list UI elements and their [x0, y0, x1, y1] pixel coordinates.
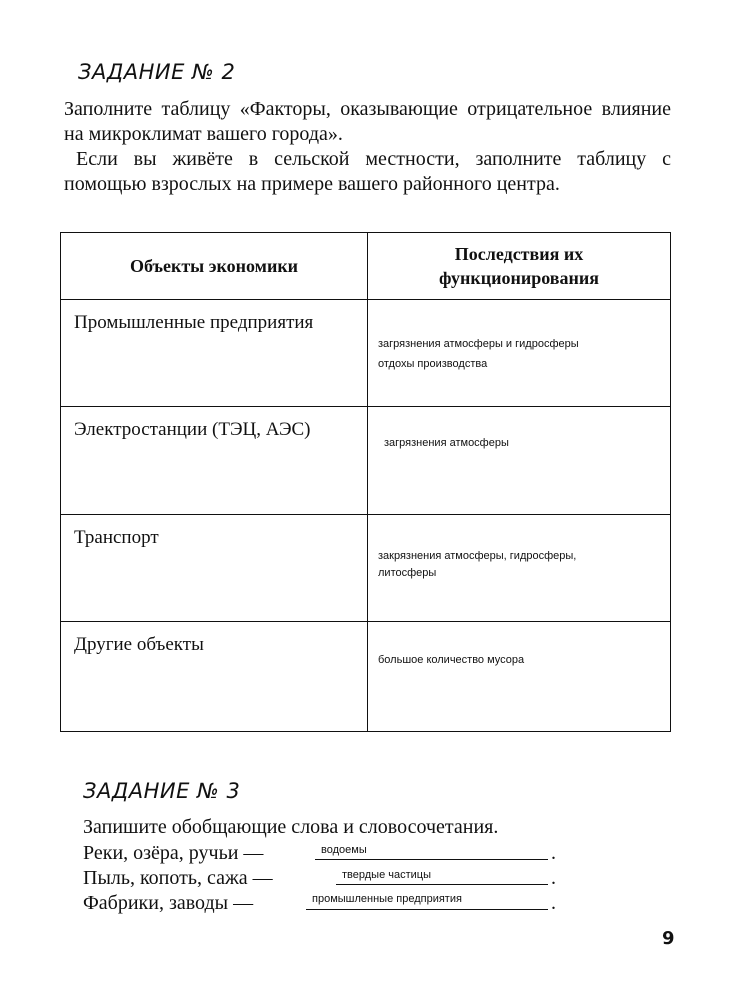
answer-cell[interactable] — [368, 407, 670, 453]
answer-line: загрязнения атмосферы — [384, 437, 509, 449]
table-row — [61, 515, 671, 622]
task3-prompt-2: Пыль, копоть, сажа — — [83, 867, 273, 889]
task2-heading: ЗАДАНИЕ № 2 — [78, 60, 236, 84]
answer-text: твердые частицы — [342, 869, 431, 881]
object-cell: Транспорт — [74, 527, 159, 548]
page-number: 9 — [662, 928, 675, 949]
answer-text: промышленные предприятия — [312, 893, 462, 905]
answer-field-3[interactable] — [306, 893, 548, 910]
answer-cell[interactable] — [368, 300, 670, 374]
answer-line: большое количество мусора — [378, 654, 525, 666]
factors-table — [60, 232, 671, 732]
answer-line: закрязнения атмосферы, гидросферы, — [378, 550, 577, 562]
table-row — [61, 622, 671, 732]
table-row — [61, 300, 671, 407]
task3-heading: ЗАДАНИЕ № 3 — [83, 779, 241, 803]
answer-field-2[interactable] — [336, 869, 548, 885]
header-consequences: Последствия их функционирования — [368, 233, 671, 300]
task3-prompt-3: Фабрики, заводы — — [83, 892, 254, 914]
answer-field-1[interactable] — [315, 844, 548, 860]
task3-prompt-1: Реки, озёра, ручьи — — [83, 842, 264, 864]
task2-paragraph-2: Если вы живёте в сельской местности, заполните таблицу с помощью взрослых на примере вашего районного центра. — [64, 148, 671, 195]
answer-text: водоемы — [321, 844, 367, 856]
answer-line: отдохы производства — [378, 358, 488, 370]
task3-instruction: Запишите обобщающие слова и словосочетания. — [83, 816, 499, 838]
answer-cell[interactable] — [368, 622, 670, 670]
task2-paragraph-1: Заполните таблицу «Факторы, оказывающие отрицательное влияние на микроклимат вашего города». — [64, 98, 671, 145]
header-objects: Объекты экономики — [61, 233, 368, 300]
table-row — [61, 407, 671, 515]
answer-line: загрязнения атмосферы и гидросферы — [378, 338, 579, 350]
answer-line: литосферы — [378, 567, 437, 579]
answer-cell[interactable] — [368, 515, 670, 582]
object-cell: Другие объекты — [74, 634, 204, 655]
object-cell: Электростанции (ТЭЦ, АЭС) — [74, 419, 311, 440]
table-header-row — [61, 233, 671, 300]
object-cell: Промышленные предприятия — [74, 312, 314, 333]
